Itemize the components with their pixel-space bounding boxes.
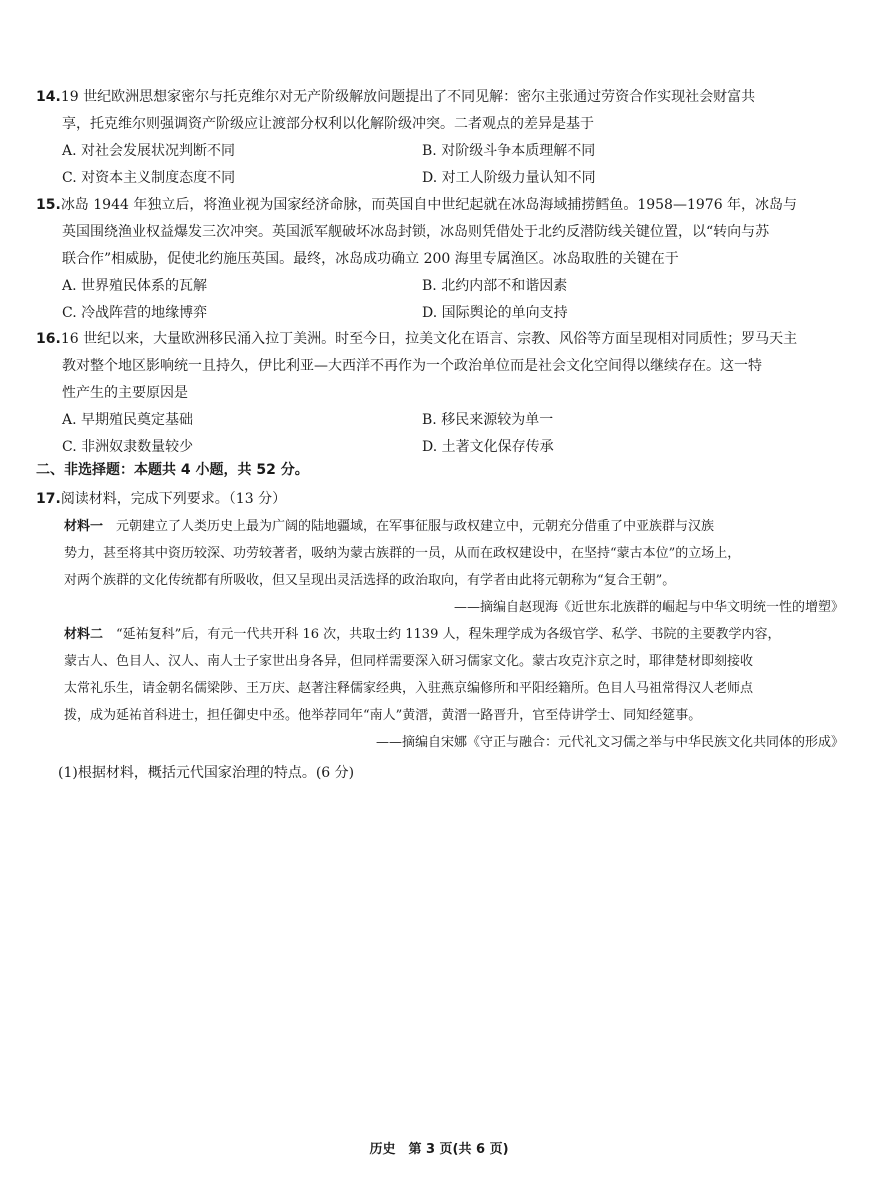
option-d: D. 对工人阶级力量认知不同 xyxy=(422,170,596,186)
question-stem-line: 联合作”相威胁，促使北约施压英国。最终，冰岛成功确立 200 海里专属渔区。冰岛取胜的关键在于 xyxy=(62,251,679,267)
question-17 xyxy=(36,486,836,513)
option-b: B. 移民来源较为单一 xyxy=(422,412,554,428)
material-line: 对两个族群的文化传统都有所吸收，但又呈现出灵活选择的政治取向，有学者由此将元朝称为“复合王朝”。 xyxy=(64,573,676,588)
option-b: B. 北约内部不和谐因素 xyxy=(422,278,568,294)
material-label: 材料一 xyxy=(64,519,104,534)
question-number: 16. xyxy=(36,331,61,347)
question-stem-line: 冰岛 1944 年独立后，将渔业视为国家经济命脉，而英国自中世纪起就在冰岛海域捕捞鳕鱼。1958—1976 年，冰岛与 xyxy=(60,197,798,213)
material-line: “延祐复科”后，有元一代共开科 16 次，共取士约 1139 人，程朱理学成为各级官学、私学、书院的主要教学内容， xyxy=(116,627,781,642)
material-two xyxy=(64,621,844,756)
question-stem-line: 性产生的主要原因是 xyxy=(62,385,188,401)
question-stem-line: 16 世纪以来，大量欧洲移民涌入拉丁美洲。时至今日，拉美文化在语言、宗教、风俗等方面呈现相对同质性；罗马天主 xyxy=(60,331,798,347)
material-line: 元朝建立了人类历史上最为广阔的陆地疆域，在军事征服与政权建立中，元朝充分借重了中亚族群与汉族 xyxy=(116,519,715,534)
option-c: C. 对资本主义制度态度不同 xyxy=(62,170,236,186)
question-16 xyxy=(36,326,836,461)
material-source: ——摘编自宋娜《守正与融合：元代礼文习儒之举与中华民族文化共同体的形成》 xyxy=(375,735,844,750)
question-stem-line: 英国围绕渔业权益爆发三次冲突。英国派军舰破坏冰岛封锁，冰岛则凭借处于北约反潜防线关键位置，以“转向与苏 xyxy=(62,224,770,240)
sub-question-text: (1)根据材料，概括元代国家治理的特点。(6 分) xyxy=(58,765,355,781)
material-line: 拨，成为延祐首科进士，担任御史中丞。他举荐同年“南人”黄溍，黄溍一路晋升，官至侍讲学士、同知经筵事。 xyxy=(64,708,702,723)
option-a: A. 世界殖民体系的瓦解 xyxy=(62,278,208,294)
options xyxy=(36,273,836,327)
option-d: D. 国际舆论的单向支持 xyxy=(422,305,568,321)
question-stem-line: 教对整个地区影响统一且持久，伊比利亚—大西洋不再作为一个政治单位而是社会文化空间得以继续存在。这一特 xyxy=(62,358,762,374)
question-15 xyxy=(36,192,836,327)
material-source: ——摘编自赵现海《近世东北族群的崛起与中华文明统一性的增塑》 xyxy=(453,600,844,615)
material-line: 太常礼乐生，请金朝名儒梁陟、王万庆、赵著注释儒家经典，入驻燕京编修所和平阳经籍所。色目人马祖常得汉人老师点 xyxy=(64,681,754,696)
material-line: 蒙古人、色目人、汉人、南人士子家世出身各异，但同样需要深入研习儒家文化。蒙古攻克汴京之时，耶律楚材即刻接收 xyxy=(64,654,754,669)
material-one xyxy=(64,513,844,621)
option-b: B. 对阶级斗争本质理解不同 xyxy=(422,143,596,159)
question-number: 15. xyxy=(36,197,61,213)
options xyxy=(36,407,836,461)
answer-area[interactable] xyxy=(36,800,836,1120)
question-stem-line: 19 世纪欧洲思想家密尔与托克维尔对无产阶级解放问题提出了不同见解：密尔主张通过劳资合作实现社会财富共 xyxy=(60,89,756,105)
material-label: 材料二 xyxy=(64,627,104,642)
question-number: 14. xyxy=(36,89,61,105)
page-footer: 历史 第 3 页(共 6 页) xyxy=(369,1142,509,1157)
sub-question-1 xyxy=(58,760,858,787)
option-d: D. 土著文化保存传承 xyxy=(422,439,554,455)
option-c: C. 冷战阵营的地缘博弈 xyxy=(62,305,208,321)
option-a: A. 早期殖民奠定基础 xyxy=(62,412,194,428)
section-heading: 二、非选择题：本题共 4 小题，共 52 分。 xyxy=(36,462,309,478)
question-stem-line: 享，托克维尔则强调资产阶级应让渡部分权利以化解阶级冲突。二者观点的差异是基于 xyxy=(62,116,594,132)
option-c: C. 非洲奴隶数量较少 xyxy=(62,439,194,455)
options xyxy=(36,138,836,192)
material-line: 势力，甚至将其中资历较深、功劳较著者，吸纳为蒙古族群的一员，从而在政权建设中，在坚持“蒙古本位”的立场上， xyxy=(64,546,741,561)
question-number: 17. xyxy=(36,491,61,507)
question-stem: 阅读材料，完成下列要求。（13 分） xyxy=(60,491,287,507)
option-a: A. 对社会发展状况判断不同 xyxy=(62,143,236,159)
question-14 xyxy=(36,84,836,192)
